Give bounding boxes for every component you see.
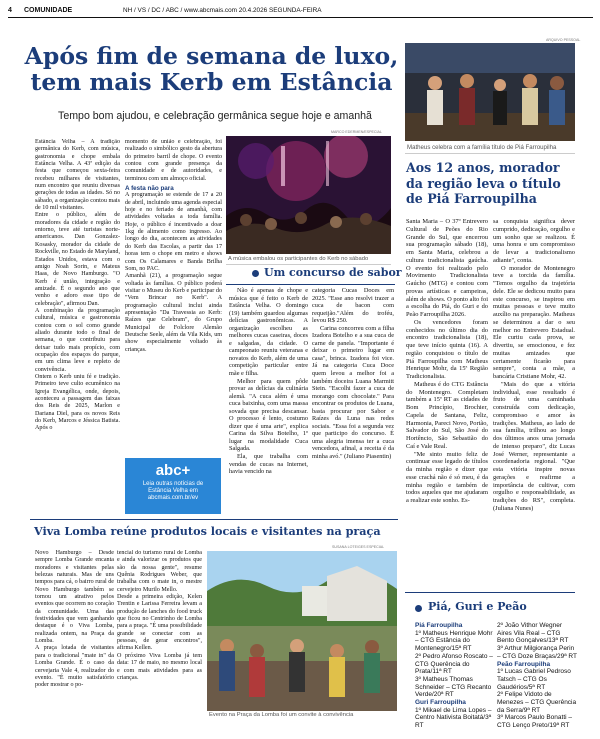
main-col-2 xyxy=(125,139,222,457)
paragraph: Não é apenas de chope e música que é feito o Kerb de Estância Velha. O domingo (19) também guardou algumas delícias gastronômicas. A organização escolheu as melhores cucas caseiras, doces e salgadas, da cidade. O campeonato reuniu veteranas e novatos do Kerb, além de uma competição particular entre mãe e filha. xyxy=(229,287,308,378)
paragraph: Melhor para quem pôde provar as delícias da culinária alemã. "A cuca além é uma cuca baixinha, com uma massa sovada que precisa descansar. O processo é lento, costumo dizer que é uma arte", explica Carina da Silva Botelho, 1º lugar na modalidade Cuca Salgada. xyxy=(229,377,308,453)
main-subhead: Tempo bom ajudou, e celebração germânica segue hoje e amanhã xyxy=(58,110,372,122)
paragraph: Os vencedores foram conhecidos no último dia do encontro tradicionalista (18), que teve início quinta (16). A região conquistou o título de Piá Farroupilha com Matheus Henrique Mohr, da 15ª Região Tradicionalista. xyxy=(406,318,488,380)
pia-entry: 1º Matheus Henrique Mohr – CTG Estância do Montenegro/15ª RT xyxy=(415,629,493,653)
pia-category: Peão Farroupilha xyxy=(497,660,551,668)
paragraph: sa conquista significa dever cumprido, dedicação, orgulho e um sonho que se realizou. É uma honra e um compromisso de levar a tradicionalismo adiante", conta. xyxy=(493,218,575,264)
paragraph: Carina concorreu com a filha Izadora Botelho e a sua cuca de carne de panela. "Importante é deixar o primeiro lugar em casa", brinca. Izadora foi vice. Já na categoria Cuca Doce quem levou a melhor foi a também doceira Luana Marmitt Stein. "Escolhi fazer a cuca de morango com chocolate." Para encontrar os produtos de Luana, basta procurar por Sabor e Raízes da Luna nas redes sociais. "Essa foi a segunda vez que participo do concurso. É uma alegria imensa ter a cuca vencedora, afinal, a receita é da minha avó." (Juliano Piasentin) xyxy=(312,324,394,461)
header-info: NH / VS / DC / ABC / www.abcmais.com 20.4.2026 SEGUNDA-FEIRA xyxy=(123,7,322,14)
contest-col-2 xyxy=(312,287,394,523)
vila-headline: Viva Lomba reúne produtos locais e visitantes na praça xyxy=(34,524,381,538)
paragraph: O próximo Viva Lomba já tem data: 17 de maio, no mesmo local e com mais atividades para as crianças. xyxy=(117,652,202,681)
headline-line-1: Após fim de semana de luxo, xyxy=(24,42,399,70)
paragraph: tencial do turismo rural de Lomba e ainda valorizar os produtos que são da nossa gente", resume Quênia Rodrigues Weber, que trabalha com o mate in, o mestre cervejeiro Murilo Mello. xyxy=(117,550,202,593)
pia-category: Piá Farroupilha xyxy=(415,622,463,629)
paragraph: A combinação da programação cultural, música e gastronomia contou com o sol como grande aliado durante todo o final de semana, o que contribuiu para deixar tudo mais propício, com ocupação dos espaços do parque, em um clima leve e repleto de convivência. xyxy=(35,307,120,373)
pia-list-right xyxy=(497,622,577,730)
vila-col-1 xyxy=(35,550,114,728)
side-photo-caption: Matheus celebra com a família título de Piá Farroupilha xyxy=(407,144,557,151)
paragraph: Desde a primeira edição, Kelen Trentin e Larissa Ferreira levam a produção de lanches do food truck que ficou no Centrinho de Lomba para a praça. "É uma possibilidade grande se conectar com as pessoas, de gerar encontros", afirma Kellen. xyxy=(117,594,202,652)
pia-entry: 3º Matheus Thomas Schneider – CTG Recanto Verde/20ª RT xyxy=(415,675,492,699)
paragraph: Entre o público, além de moradores da cidade e região do entorno, teve até turistas norte-americanos. Dan Gonzalez-Kosasky, morador da cidade de Rockville, no Estado de Maryland, Estados Unidos, estava com o amigo Noah Sorin, e Mateus Haas, de Novo Hamburgo. "O Kerb é união, integração e amizade. É o segundo ano que venho e adoro esse tipo de celebração", afirmou Dan. xyxy=(35,212,120,307)
pia-list-left xyxy=(415,622,495,730)
pia-box-border xyxy=(405,592,575,593)
side-photo xyxy=(405,43,575,141)
header-rule xyxy=(8,17,593,18)
pia-entry: 3º Arthur Milgiorança Perin – CTG Doze Braças/29ª RT xyxy=(497,645,577,660)
abc-ad-text: Leia outras notícias de Estância Velha em abcmais.com.br/ev xyxy=(142,481,204,501)
vila-photo xyxy=(207,551,397,711)
pia-entry: 2º João Vithor Wegner Aires Vila Real – CTG Bento Gonçalves/13ª RT xyxy=(497,622,569,645)
paragraph: O morador de Montenegro teve a torcida da família. "Temos orgulho da trajetória dele. Ele se dedicou muito para este concurso, se inspirou em muitas pessoas e teve muito auxílio na preparação. Matheus se determinou a dar o seu melhor no Entrevero Estadual. Ele curtiu cada prova, se divertiu, se emocionou, e fez muitas amizades que certamente ficarão para sempre", conta a mãe, a bancária Cristiane Mohr, 42. xyxy=(493,264,575,380)
side-col-2 xyxy=(493,218,575,588)
paragraph: Novo Hamburgo – Desde sempre Lomba Grande encanta moradores e visitantes pelas belezas naturais. Mas de uns tempos para cá, o bairro rural de Novo Hamburgo também se tornou um atrativo pelos eventos que ocorrem no coração da comunidade. Uma das festividades que vem ganhando destaque é o Viva Lomba, realizada ontem, na Praça da Lomba. xyxy=(35,550,114,645)
side-caption-rule xyxy=(405,153,575,154)
main-headline xyxy=(24,43,399,95)
paragraph: A praça lotada de visitantes para o tradicional "mate in" da Lomba Grande. É o caso da cervejaria Vale 4, realizador do evento. "É muito satisfatório poder mostrar o po- xyxy=(35,645,114,689)
contest-col-1 xyxy=(229,287,308,523)
pia-entry: 2º Felipe Vidoto de Menezes – CTG Querência da Serra/9ª RT xyxy=(497,691,577,714)
paragraph: Ontem o Kerb uniu fé e tradição. Primeiro teve culto ecumênico na Igreja Evangélica, onde, depois, aconteceu a passagem das faixas dos Reis de 2025, Marlon e Dariana Diel, para os novos Reis do Kerb, Marcos e Jéssica Batista. Após o xyxy=(35,374,120,432)
headline-line-2: tem mais Kerb em Estância xyxy=(30,68,393,96)
abc-logo: abc+ xyxy=(155,462,191,479)
pia-entry: 2º Pedro Afonso Roscato – CTG Querência do Prata/11ª RT xyxy=(415,652,493,676)
side-col-1 xyxy=(406,218,488,588)
contest-title: Um concurso de sabor xyxy=(264,266,402,279)
vila-photo-credit: SUSANA LOTE/GES ESPECIAL xyxy=(332,545,385,549)
pia-category: Guri Farroupilha xyxy=(415,699,466,707)
concert-crowd-image xyxy=(226,136,391,254)
page-number: 4 xyxy=(8,7,12,14)
paragraph: "Mais do que a vitória individual, esse resultado é fruto de uma caminhada construída com dedicação, compromisso e amor às tradições. Matheus, ao lado de sua família, trilhou ao longo dos últimos anos uma jornada de intenso preparo", diz Lucas José Werner, representante a coordenadoria regional. "Que esta vitória inspire novas gerações e reafirme a importância de cultivar, com orgulho e responsabilidade, as tradições do RS", completa. (Juliana Nunes) xyxy=(493,380,575,512)
pia-entry: 1º Mikael de Lima Lopes – Centro Nativista Boitatá/3ª RT xyxy=(415,706,492,730)
section-label: COMUNIDADE xyxy=(24,7,73,14)
paragraph: Estância Velha – A tradição germânica do Kerb, com música, gastronomia e chope embala Estância Velha. A 43ª edição da festa que começou sexta-feira recebeu milhares de visitantes, num encontro que reuniu diversas gerações de todas as idades. Só no sábado, a organização contou mais de 10 mil visitantes. xyxy=(35,139,120,212)
paragraph: A programação se estende de 17 a 20 de abril, incluindo uma agenda especial hoje e no feriado de amanhã, com atividades voltadas a toda família. Hoje, o público é incentivado a doar 1kg de alimento como ingresso. Ao longo do dia, acontecem as atividades do Kerb das Escolas, a partir das 17 horas tem o chope em metro e shows com Os Calamares e Banda Brilha Som, no PAC. xyxy=(125,192,222,272)
square-crowd-image xyxy=(207,551,397,711)
pia-entry: 1º Lucas Gabriel Pedroso Tatsch – CTG Os Gaudérios/5ª RT xyxy=(497,668,571,691)
main-photo-caption: A música embalou os participantes do Kerb no sábado xyxy=(228,256,369,262)
family-celebration-image xyxy=(405,43,575,141)
section-rule xyxy=(30,519,398,520)
paragraph: Amanhã (21), a programação segue voltada às famílias. O público poderá visitar o Museu do Kerb e participar do "Vem Brincar no Kerb". A programação cultural inclui ainda apresentação "Da Travessia ao Kerb: Raízes que Celebram", do Grupo Municipal de Folclore Alemão Deutsche Seele, além da Vila Kids, um show especialmente voltado às crianças. xyxy=(125,273,222,353)
vila-photo-caption: Evento na Praça da Lomba foi um convite à convivência xyxy=(209,712,354,718)
pia-entry: 3º Marcos Paulo Bonatti – CTG Lenço Preto/19ª RT xyxy=(497,714,572,730)
caption-rule xyxy=(226,264,391,265)
pia-title-bullet xyxy=(415,605,422,612)
vila-col-2 xyxy=(117,550,202,728)
main-photo xyxy=(226,136,391,254)
pia-box-title: Piá, Guri e Peão xyxy=(428,600,527,613)
subheading: A festa não para xyxy=(125,185,174,193)
contest-title-bullet xyxy=(252,270,259,277)
paragraph: categoria Cucas Doces em 2025. "Esse ano resolvi trazer a cuca de bacon com requeijão."Além do troféu, levou R$ 250. xyxy=(312,287,394,325)
paragraph: "Me sinto muito feliz de continuar esse legado de títulos da minha região e dizer que esse crachá não é só meu, é da minha região e também de todos aqueles que me ajudaram a realizar este sonho. Es- xyxy=(406,450,488,504)
abc-ad-box[interactable] xyxy=(125,458,221,514)
main-col-1 xyxy=(35,139,120,539)
paragraph: Ela, que trabalha com vendas de cucas na Internet, havia vencido na xyxy=(229,453,308,476)
paragraph: Santa Maria – O 37º Entrevero Cultural de Peões do Rio Grande do Sul, que encerrou sua programação sábado (18), em Santa Maria, celebrou a cultura tradicionalista gaúcha. O evento foi realizado pelo Movimento Tradicionalista Gaúcho (MTG) e contou com provas artísticas e campeiras, além de shows. O ponto alto foi a escolha do Piá, do Guri e do Peão Farroupilha 2026. xyxy=(406,218,488,318)
side-photo-credit: ARQUIVO PESSOAL xyxy=(546,38,581,42)
side-headline: Aos 12 anos, morador da região leva o título de Piá Farroupilha xyxy=(406,160,561,206)
paragraph: momento de união e celebração, foi realizado o simbólico gesto da abertura do primeiro barril de chope. O evento contou com grande presença da comunidade e de autoridades, e terminou com um almoço oficial. xyxy=(125,139,222,182)
main-photo-credit: MARCO EDERMEN/ESPECIAL xyxy=(331,130,382,134)
paragraph: Matheus é do CTG Estância do Montenegro. Completam também a 15ª RT as cidades de Bom Princípio, Brochier, Capela de Santana, Feliz, Harmonia, Pareci Novo, Portão, Salvador do Sul, São José do Hortêncio, São Sebastião do Caí e Vale Real. xyxy=(406,380,488,450)
